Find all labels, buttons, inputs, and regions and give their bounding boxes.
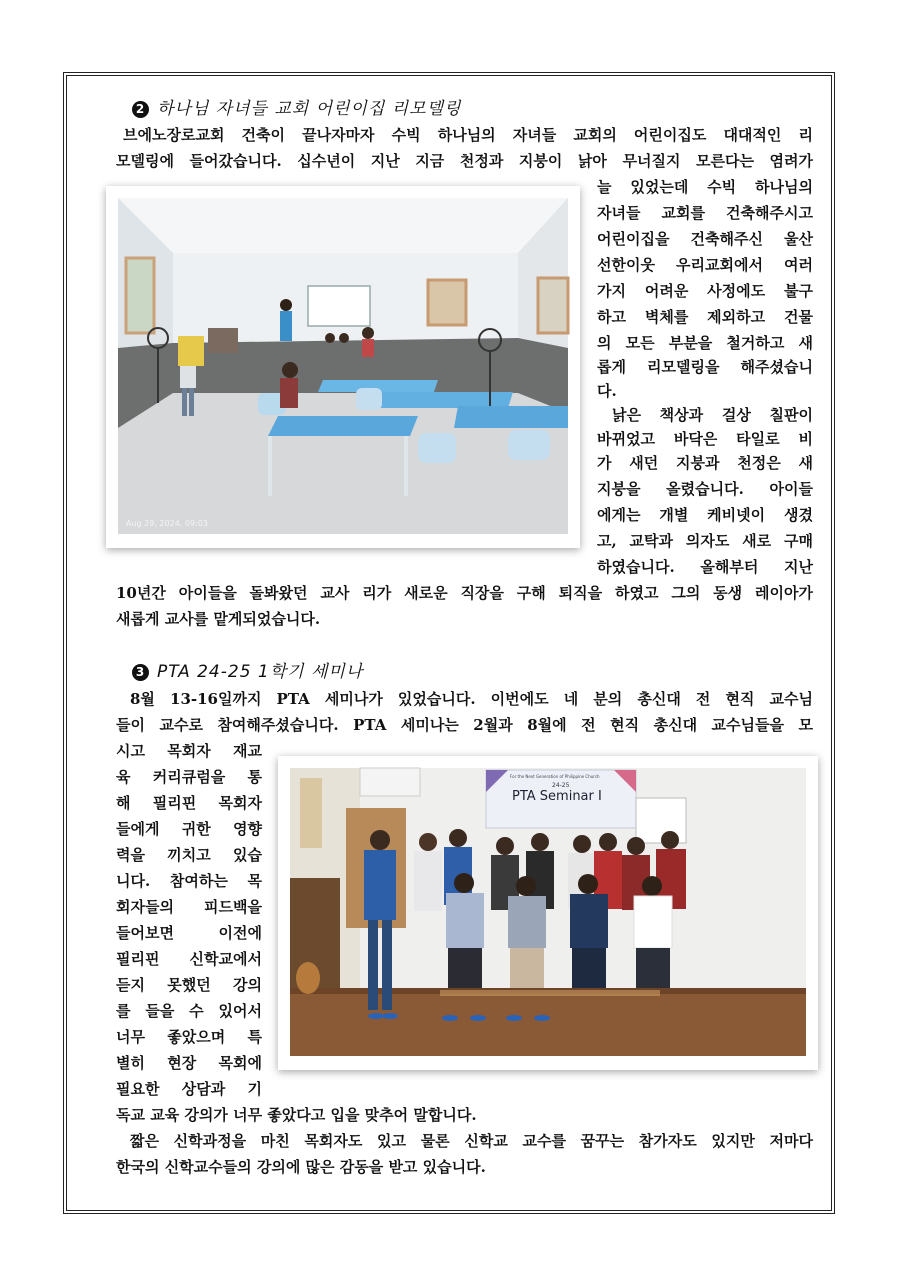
s2-line-20: 새롭게 교사를 맡게되었습니다. (116, 610, 321, 628)
s3-line-2: 들이 교수로 참여해주셨습니다. PTA 세미나는 2월과 8월에 전 현직 총신대 교수님들을 모 (116, 716, 813, 734)
s2-line-11: 다. (597, 382, 617, 400)
s3-line-14: 너무 좋았으며 특 (116, 1028, 262, 1046)
section-3-number-badge: 3 (132, 664, 149, 681)
s2-line-2: 모델링에 들어갔습니다. 십수년이 지난 지금 천정과 지붕이 낡아 무너질지 모른다는 염려가 (116, 152, 813, 170)
s2-line-14: 가 새던 지붕과 천정은 새 (597, 454, 813, 472)
banner-title: PTA Seminar Ⅰ (512, 789, 602, 804)
classroom-photo (106, 186, 580, 548)
s3-line-13: 를 들을 수 있어서 (116, 1002, 262, 1020)
section-2-heading (132, 94, 461, 119)
s2-line-9: 의 모든 부분을 철거하고 새 (597, 334, 813, 352)
s3-line-17: 독교 교육 강의가 너무 좋았다고 입을 맞추어 말합니다. (116, 1106, 477, 1124)
s2-line-1: 브에노장로교회 건축이 끝나자마자 수빅 하나님의 자녀들 교회의 어린이집도 대대적인 리 (123, 126, 813, 144)
s2-line-8: 하고 벽체를 제외하고 건물 (597, 308, 813, 326)
s3-line-16: 필요한 상담과 기 (116, 1080, 262, 1098)
section-2-number-badge: 2 (132, 101, 149, 118)
photo-timestamp: Aug 29, 2024, 09:03 (126, 519, 208, 528)
s3-line-6: 들에게 귀한 영향 (116, 820, 262, 838)
s3-line-10: 들어보면 이전에 (116, 924, 262, 942)
s2-line-19: 10년간 아이들을 돌봐왔던 교사 리가 새로운 직장을 구해 퇴직을 하였고 그의 동생 레이아가 (116, 584, 813, 602)
s3-line-5: 해 필리핀 목회자 (116, 794, 262, 812)
s3-line-12: 듣지 못했던 강의 (116, 976, 262, 994)
s2-line-15: 지붕을 올렸습니다. 아이들 (597, 480, 813, 498)
s2-line-12: 낡은 책상과 걸상 칠판이 (612, 406, 813, 424)
classroom-photo-frame (106, 186, 580, 548)
seminar-photo (278, 756, 818, 1070)
s2-line-4: 자녀들 교회를 건축해주시고 (597, 204, 813, 222)
s2-line-10: 롭게 리모델링을 해주셨습니 (597, 358, 813, 376)
s2-line-3: 늘 있었는데 수빅 하나님의 (597, 178, 813, 196)
s3-line-3: 시고 목회자 재교 (116, 742, 262, 760)
s2-line-13: 바뀌었고 바닥은 타일로 비 (597, 430, 813, 448)
s3-line-11: 필리핀 신학교에서 (116, 950, 262, 968)
s3-line-7: 력을 끼치고 있습 (116, 846, 262, 864)
s2-line-17: 고, 교탁과 의자도 새로 구매 (597, 532, 813, 550)
s3-line-19: 한국의 신학교수들의 강의에 많은 감동을 받고 있습니다. (116, 1158, 486, 1176)
section-3-heading (132, 657, 363, 682)
section-2-title: 하나님 자녀들 교회 어린이집 리모델링 (157, 99, 462, 119)
s3-line-1: 8월 13-16일까지 PTA 세미나가 있었습니다. 이번에도 네 분의 총신대 전 현직 교수님 (130, 690, 813, 708)
s3-line-4: 육 커리큐럼을 통 (116, 768, 262, 786)
s3-line-18: 짧은 신학과정을 마친 목회자도 있고 물론 신학교 교수를 꿈꾸는 참가자도 있지만 저마다 (130, 1132, 813, 1150)
s2-line-7: 가지 어려운 사정에도 불구 (597, 282, 813, 300)
s2-line-6: 선한이웃 우리교회에서 여러 (597, 256, 813, 274)
banner-year: 24-25 (552, 782, 570, 789)
s3-line-9: 회자들의 피드백을 (116, 898, 262, 916)
s2-line-16: 에게는 개별 케비넷이 생겼 (597, 506, 813, 524)
s2-line-5: 어린이집을 건축해주신 울산 (597, 230, 813, 248)
banner-small-text: For the Next Generation of Philippine Church (510, 774, 600, 779)
section-3-title: PTA 24-25 1학기 세미나 (157, 662, 364, 682)
s2-line-18: 하였습니다. 올해부터 지난 (597, 558, 813, 576)
s3-line-15: 별히 현장 목회에 (116, 1054, 262, 1072)
seminar-photo-frame (278, 756, 818, 1070)
s3-line-8: 니다. 참여하는 목 (116, 872, 262, 890)
